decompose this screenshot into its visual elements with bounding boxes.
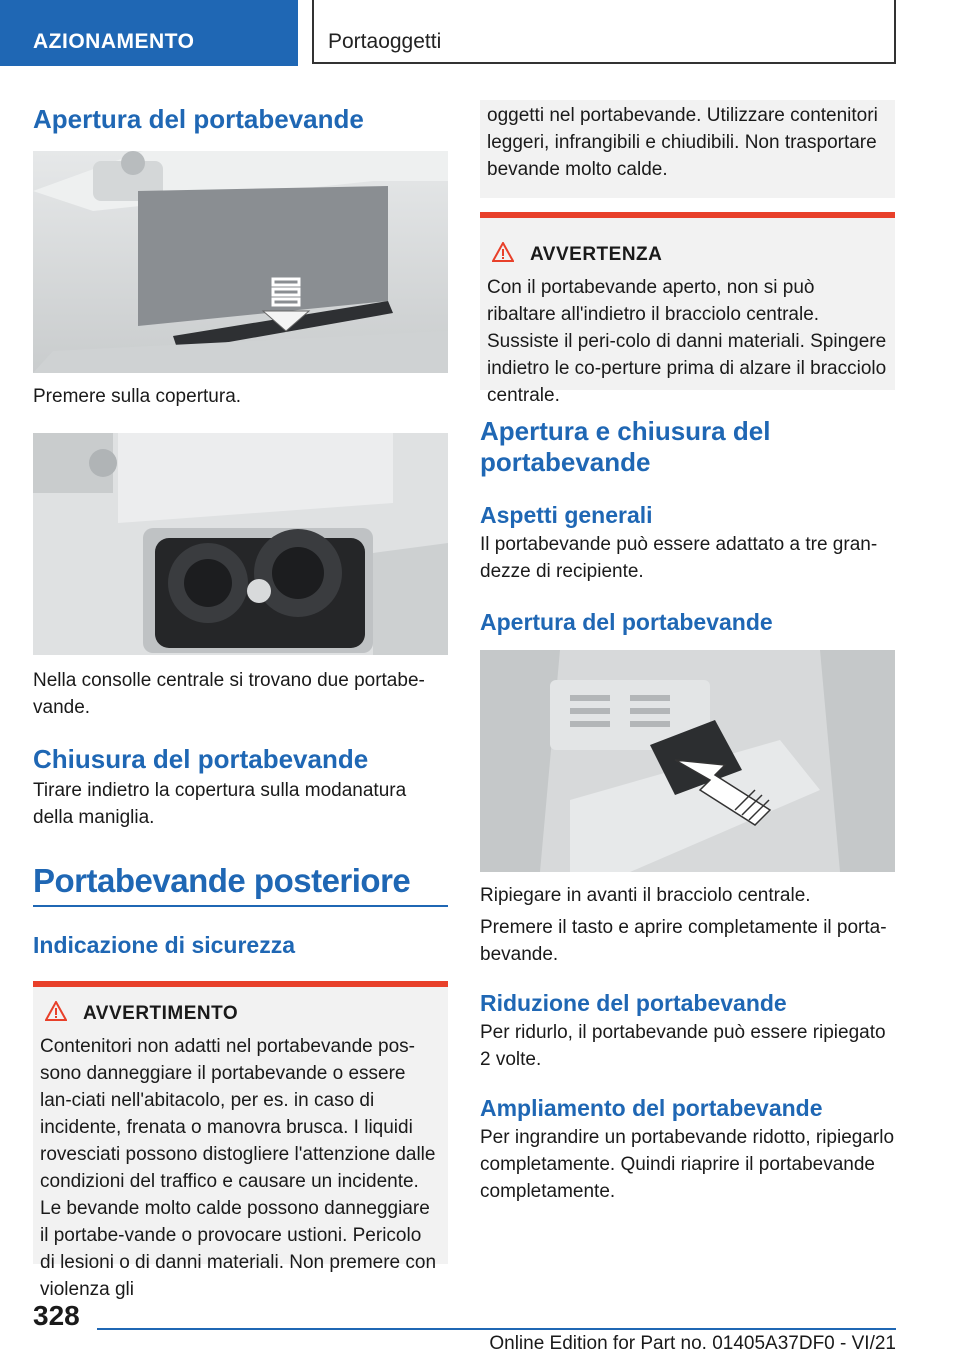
caption-fold-armrest: Ripiegare in avanti il bracciolo centrale. (480, 885, 811, 906)
heading-apertura: Apertura del portabevande (33, 104, 364, 134)
warning-triangle-icon (45, 1001, 67, 1027)
console-cover-illustration (33, 151, 448, 373)
text-ampliamento: Per ingrandire un portabevande ridotto, ripiegarlo completamente. Quindi riaprire il portabevande completamente. (480, 1127, 895, 1202)
left-column (33, 100, 448, 1300)
chapter-title: Portaoggetti (312, 0, 896, 64)
caption-press-button: Premere il tasto e aprire completamente il porta-bevande. (480, 917, 887, 965)
warning-box-avvertimento (33, 981, 448, 1300)
page-header (0, 0, 960, 66)
image-cover-press (33, 151, 448, 373)
heading-riduzione: Riduzione del portabevande (480, 990, 787, 1016)
section-title: AZIONAMENTO (0, 0, 298, 66)
page-number: 328 (33, 1300, 80, 1331)
warning-title: AVVERTENZA (530, 244, 663, 265)
page-footer (0, 1290, 960, 1362)
right-column (480, 100, 895, 1205)
heading-ampliamento: Ampliamento del portabevande (480, 1095, 823, 1121)
text-aspetti: Il portabevande può essere adattato a tre gran-dezze di recipiente. (480, 534, 878, 582)
heading-sicurezza: Indicazione di sicurezza (33, 932, 296, 958)
footer-rule (97, 1328, 896, 1330)
heading-apertura-2: Apertura del portabevande (480, 609, 773, 635)
caption-two-cupholders: Nella consolle centrale si trovano due portabe-vande. (33, 670, 425, 718)
warning-box-avvertenza (480, 212, 895, 406)
caption-press-cover: Premere sulla copertura. (33, 386, 242, 407)
heading-rule (33, 905, 448, 907)
warning-triangle-icon (492, 242, 514, 268)
image-cup-holders (33, 433, 448, 655)
text-chiusura: Tirare indietro la copertura sulla modanatura della maniglia. (33, 780, 407, 828)
warning-title: AVVERTIMENTO (83, 1003, 239, 1024)
heading-apertura-chiusura: Apertura e chiusura del portabevande (480, 416, 771, 477)
image-rear-armrest (480, 650, 895, 872)
warning-text: Contenitori non adatti nel portabevande pos-sono danneggiare il portabevande o essere lan-ciati nell'abitacolo, per es. in caso di incidente, frenata o manovra brusca. I liquidi rovesciati possono distogliere l'attenzione dalle condizioni del traffico e causare un incidente. Le bevande molto calde possono danneggiare il portabe-vande o provocare ustioni. Pericolo di lesioni o di danni materiali. Non premere con violenza gli (40, 1036, 437, 1300)
text-riduzione: Per ridurlo, il portabevande può essere ripiegato 2 volte. (480, 1022, 886, 1070)
heading-chiusura: Chiusura del portabevande (33, 744, 369, 774)
cup-holders-illustration (33, 433, 448, 655)
warning-text-continued: oggetti nel portabevande. Utilizzare contenitori leggeri, infrangibili e chiudibili. Non trasportare bevande molto calde. (487, 105, 878, 180)
heading-portabevande-posteriore: Portabevande posteriore (33, 862, 411, 899)
edition-info: Online Edition for Part no. 01405A37DF0 - VI/21 (489, 1333, 896, 1354)
warning-text: Con il portabevande aperto, non si può ribaltare all'indietro il bracciolo centrale. Sussiste il peri-colo di danni materiali. Spingere indietro le co-perture prima di alzare il bracciolo centrale. (487, 277, 887, 406)
rear-armrest-illustration (480, 650, 895, 872)
warning-box-continued (480, 100, 895, 198)
heading-aspetti-generali: Aspetti generali (480, 502, 653, 528)
